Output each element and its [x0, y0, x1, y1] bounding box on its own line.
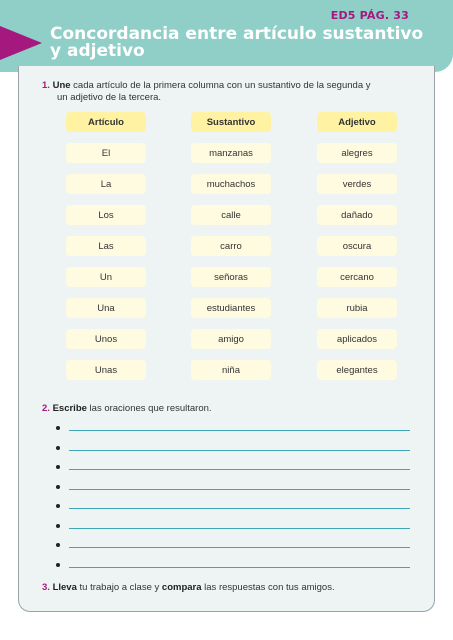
sustantivo-cell: estudiantes — [191, 298, 271, 318]
sustantivo-cell: manzanas — [191, 143, 271, 163]
answer-line[interactable] — [69, 430, 410, 431]
bullet-point — [56, 465, 60, 469]
column-header-adjetivo: Adjetivo — [317, 112, 397, 132]
sustantivo-cell: muchachos — [191, 174, 271, 194]
articulo-cell: El — [66, 143, 146, 163]
articulo-cell: La — [66, 174, 146, 194]
sustantivo-cell: amigo — [191, 329, 271, 349]
instruction-2-verb: Escribe — [52, 403, 87, 414]
adjetivo-cell: verdes — [317, 174, 397, 194]
adjetivo-cell: cercano — [317, 267, 397, 287]
adjetivo-cell: dañado — [317, 205, 397, 225]
answer-line[interactable] — [69, 450, 410, 451]
adjetivo-cell: alegres — [317, 143, 397, 163]
articulo-cell: Unos — [66, 329, 146, 349]
answer-line[interactable] — [69, 528, 410, 529]
answer-line[interactable] — [69, 567, 410, 568]
instruction-3-verb-2: compara — [161, 582, 202, 593]
articulo-cell: Las — [66, 236, 146, 256]
title-triangle-marker — [0, 26, 42, 60]
column-header-articulo: Artículo — [66, 112, 146, 132]
instruction-1-text-b: un adjetivo de la tercera. — [57, 92, 162, 103]
articulo-cell: Un — [66, 267, 146, 287]
instruction-1-verb: Une — [52, 80, 71, 91]
adjetivo-cell: elegantes — [317, 360, 397, 380]
bullet-point — [56, 504, 60, 508]
answer-line[interactable] — [69, 547, 410, 548]
page-title: Concordancia entre artículo sustantivo y adjetivo — [50, 24, 424, 61]
bullet-point — [56, 485, 60, 489]
sustantivo-cell: señoras — [191, 267, 271, 287]
answer-line[interactable] — [69, 469, 410, 470]
page-reference: ED5 PÁG. 33 — [330, 9, 409, 22]
bullet-point — [56, 524, 60, 528]
articulo-cell: Unas — [66, 360, 146, 380]
bullet-point — [56, 426, 60, 430]
bullet-point — [56, 543, 60, 547]
column-header-sustantivo: Sustantivo — [191, 112, 271, 132]
adjetivo-cell: oscura — [317, 236, 397, 256]
sustantivo-cell: niña — [191, 360, 271, 380]
instruction-1 — [42, 80, 417, 104]
instruction-2 — [42, 403, 417, 415]
instruction-3 — [42, 582, 417, 594]
sustantivo-cell: carro — [191, 236, 271, 256]
instruction-3-number: 3. — [42, 582, 50, 593]
adjetivo-cell: rubia — [317, 298, 397, 318]
instruction-3-text-2: las respuestas con tus amigos. — [201, 582, 335, 593]
sustantivo-cell: calle — [191, 205, 271, 225]
adjetivo-cell: aplicados — [317, 329, 397, 349]
instruction-3-text-1: tu trabajo a clase y — [76, 582, 162, 593]
bullet-point — [56, 446, 60, 450]
answer-line[interactable] — [69, 508, 410, 509]
instruction-2-text: las oraciones que resultaron. — [86, 403, 212, 414]
articulo-cell: Una — [66, 298, 146, 318]
instruction-3-verb-1: Lleva — [52, 582, 77, 593]
articulo-cell: Los — [66, 205, 146, 225]
instruction-1-text-a: cada artículo de la primera columna con un sustantivo de la segunda y — [70, 80, 371, 91]
instruction-2-number: 2. — [42, 403, 50, 414]
answer-line[interactable] — [69, 489, 410, 490]
bullet-point — [56, 563, 60, 567]
instruction-1-number: 1. — [42, 80, 50, 91]
